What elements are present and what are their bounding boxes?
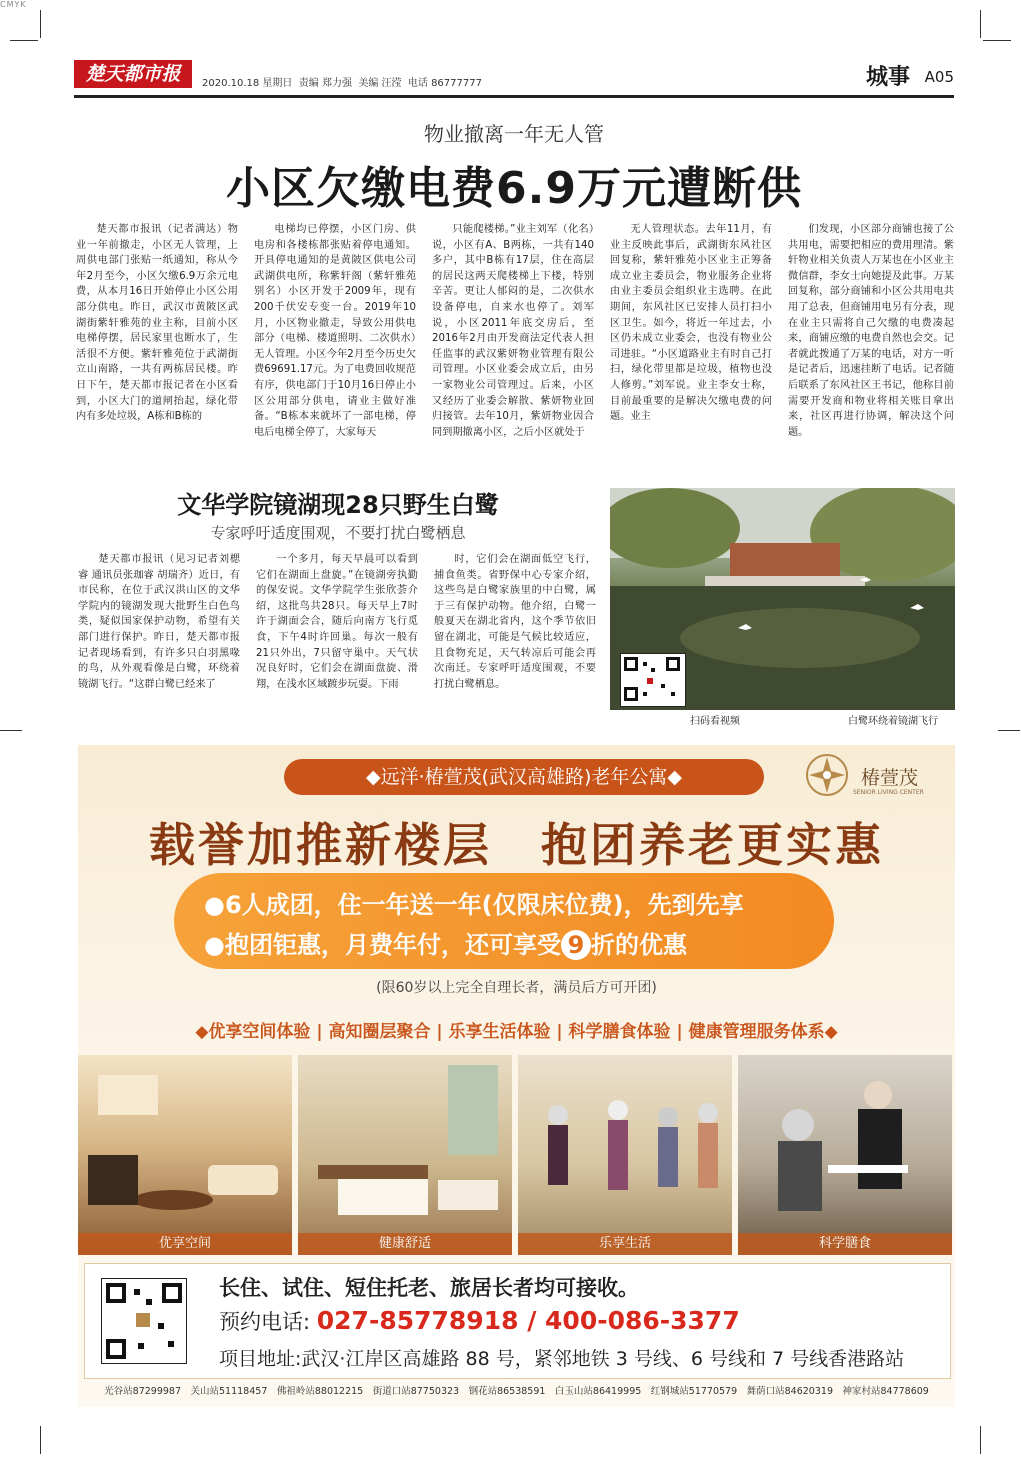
booking-phone-line bbox=[219, 1306, 740, 1336]
brand-logo bbox=[801, 751, 939, 801]
offer-band bbox=[174, 873, 834, 969]
section-title: 城事 bbox=[865, 65, 910, 90]
editorial-phone: 电话 86777777 bbox=[407, 78, 482, 89]
crop-mark bbox=[980, 10, 981, 38]
story2-column-3: 时，它们会在湖面低空飞行，捕食鱼类。省野保中心专家介绍，这些鸟是白鹭家族里的中白鹭，属于三有保护动物。他介绍，白鹭一般夏天在湖北省内，这个季节依旧留在湖北，可能是气候比较适应，且食物充足，天气转凉后可能会再次南迁。专家呼吁适度围观，不要打扰白鹭栖息。 bbox=[434, 554, 596, 690]
accepted-residents: 长住、试住、短住托老、旅居长者均可接收。 bbox=[219, 1276, 639, 1300]
offer-2-text: ●抱团钜惠，月费年付，还可享受 bbox=[204, 931, 561, 959]
tile-label: 科学膳食 bbox=[738, 1233, 952, 1255]
crop-mark bbox=[998, 730, 1020, 731]
story1-column-5: 们发现，小区部分商铺也接了公共用电，需要把相应的费用理清。紫轩物业相关负责人万某也在小区业主微信群，李女士向她提及此事。万某回复称，部分商铺和小区公共用电共用了总表，但商铺用电另有分表，现在业主只需将自己欠缴的电费凑起来，商铺应缴的电费自然也会交。记者就此拨通了万某的电话，对方一听是记者后，迅速挂断了电话。记者随后联系了东风社区王书记，他称目前需要开发商和物业将相关账目拿出来，社区再进行协调，解决这个问题。 bbox=[788, 224, 954, 438]
story2-column-2: 一个多月，每天早晨可以看到它们在湖面上盘旋。”在镜湖旁执勤的保安说。文华学院学生张欣荟介绍，这批鸟共28只。每天早上7时许于湖面会合，随后向南方飞行觅食，下午4时许回巢。每次一般有21只外出，7只留守巢中。天气状况良好时，它们会在湖面盘旋、滑翔，在浅水区域踱步玩耍。下雨 bbox=[256, 554, 418, 690]
photo-tile-life bbox=[518, 1055, 732, 1255]
crop-mark bbox=[0, 730, 22, 731]
discount-badge: 9 bbox=[561, 930, 591, 960]
tile-label: 优享空间 bbox=[78, 1233, 292, 1255]
story1-column-3: 只能爬楼梯。”业主刘军（化名）说，小区有A、B两栋，一共有140多户，其中B栋有17层，住在高层的居民这两天爬楼梯上下楼，特别辛苦。更让人郁闷的是，二次供水设备停电，自来水也停了。刘军说，小区2011年底交房后，至2016年2月由开发商法定代表人担任监事的武汉紫妍物业管理有限公司管理。小区业委会成立后，由另一家物业公司管理过。后来，小区又经历了业委会解散、紫妍物业回归接管。去年10月，紫妍物业因合同到期撤离小区，之后小区就处于 bbox=[432, 224, 594, 438]
story1-kicker: 物业撤离一年无人管 bbox=[424, 122, 604, 146]
address-label: 项目地址: bbox=[219, 1348, 302, 1370]
masthead-meta bbox=[202, 74, 482, 89]
story1-column-2: 电梯均已停摆，小区门房、供电房和各楼栋都张贴着停电通知。开具停电通知的是黄陂区供电公司武湖供电所，称紫轩阁（紫轩雅苑别名）小区开发于2009年，现有200千伏安专变一台。2019年10月，小区物业撤走，导致公用供电部分（电梯、楼道照明、二次供水）无人管理。小区今年2月至今历史欠费69691.17元。为了电费回收规范有序，供电部门于10月16日停止小区公用部分供电，请业主做好准备。“B栋本来就坏了一部电梯，停电后电梯全停了，大家每天 bbox=[254, 224, 416, 438]
qr-pattern bbox=[621, 654, 683, 704]
story1-column-1: 楚天都市报讯（记者满达）物业一年前撤走，小区无人管理，上周供电部门张贴一纸通知，称从今年2月至今，小区欠缴6.9万余元电费，从本月16日开始停止小区公用部分供电。昨日，武汉市黄陂区武湖街紫轩雅苑的业主称，目前小区电梯停摆，居民家里也断水了，生活很不方便。紫轩雅苑位于武湖街立山南路，一共有两栋居民楼。昨日下午，楚天都市报记者在小区看到，小区大门的道闸抬起，绿化带内有多处垃圾，A栋和B栋的 bbox=[76, 224, 238, 423]
issue-date: 2020.10.18 星期日 bbox=[202, 78, 293, 89]
art-editor-credit: 美编 汪滢 bbox=[358, 78, 402, 89]
editor-credit: 责编 郑力强 bbox=[298, 78, 352, 89]
booking-phone[interactable]: 027-85778918 / 400-086-3377 bbox=[316, 1306, 740, 1335]
offer-line-2 bbox=[204, 925, 687, 960]
video-qr-code[interactable] bbox=[620, 653, 686, 707]
cmyk-marker: CMYK bbox=[0, 0, 27, 9]
offer-2-suffix: 折的优惠 bbox=[590, 931, 687, 959]
qr-caption: 扫码看视频 bbox=[690, 716, 740, 727]
masthead-rule bbox=[74, 95, 954, 98]
page-number: A05 bbox=[924, 68, 954, 86]
story2-column-1: 楚天都市报讯（见习记者刘楒睿 通讯员张珈睿 胡瑞齐）近日，有市民称，在位于武汉洪山区的文华学院内的镜湖发现大批野生白色鸟类，疑似国家保护动物，希望有关部门进行保护。昨日，楚天都市报记者现场看到，有许多只白羽黑喙的鸟，从外观看像是白鹭，环绕着镜湖飞行。“这群白鹭已经来了 bbox=[78, 554, 240, 690]
flower-logo-icon bbox=[801, 751, 853, 799]
story2-subhead: 专家呼吁适度围观，不要打扰白鹭栖息 bbox=[210, 524, 466, 542]
ad-features-bar: ◆优享空间体验 | 高知圈层聚合 | 乐享生活体验 | 科学膳食体验 | 健康管理服务体系◆ bbox=[195, 1022, 838, 1042]
tile-label: 乐享生活 bbox=[518, 1233, 732, 1255]
photo-tile-health bbox=[298, 1055, 512, 1255]
offer-line-1: ●6人成团，住一年送一年(仅限床位费)，先到先享 bbox=[204, 891, 744, 919]
ad-headline: 载誉加推新楼层 抱团养老更实惠 bbox=[149, 818, 884, 872]
brand-subtitle: SENIOR LIVING CENTER bbox=[853, 789, 924, 796]
story1-column-4: 无人管理状态。去年11月，有业主反映此事后，武湖街东风社区回复称，紫轩雅苑小区业主正筹备成立业主委员会，物业服务企业将由业主委员会组织业主选聘。在此期间，东风社区已安排人员打扫小区卫生。如今，将近一年过去，小区仍未成立业委会，也没有物业公司进驻。“小区道路业主有时自己打扫，绿化带里都是垃圾，植物也没人修剪。”刘军说。业主李女士称，目前最重要的是解决欠缴电费的问题。业主 bbox=[610, 224, 772, 423]
crop-mark bbox=[983, 40, 1011, 41]
crop-mark bbox=[40, 10, 41, 38]
dining-illustration bbox=[738, 1055, 952, 1233]
masthead bbox=[74, 60, 954, 92]
crop-mark bbox=[980, 1426, 981, 1454]
story1-headline: 小区欠缴电费6.9万元遭断供 bbox=[226, 163, 802, 214]
qr-pattern bbox=[102, 1279, 186, 1363]
photo-tile-space bbox=[78, 1055, 292, 1255]
photo-caption: 白鹭环绕着镜湖飞行 bbox=[848, 716, 938, 727]
egret-lake-photo bbox=[610, 488, 955, 710]
crop-mark bbox=[40, 1426, 41, 1454]
address-line bbox=[219, 1344, 904, 1371]
phone-label: 预约电话: bbox=[219, 1310, 311, 1334]
bedroom-illustration bbox=[298, 1055, 512, 1233]
story2-headline: 文华学院镜湖现28只野生白鹭 bbox=[177, 491, 499, 519]
photo-tile-diet bbox=[738, 1055, 952, 1255]
dancing-illustration bbox=[518, 1055, 732, 1233]
senior-apartment-ad bbox=[78, 745, 955, 1407]
contact-qr-code[interactable] bbox=[101, 1278, 187, 1364]
tile-label: 健康舒适 bbox=[298, 1233, 512, 1255]
lounge-illustration bbox=[78, 1055, 292, 1233]
address-text: 武汉·江岸区高雄路 88 号，紧邻地铁 3 号线、6 号线和 7 号线香港路站 bbox=[301, 1348, 905, 1370]
ad-contact-box bbox=[84, 1263, 951, 1379]
brand-name: 椿萱茂 bbox=[861, 767, 919, 789]
paper-logo: 楚天都市报 bbox=[74, 60, 192, 88]
distribution-stations: 光谷站87299987 关山站51118457 佛祖岭站88012215 街道口站87750323 钢花站86538591 白玉山站86419995 红钢城站51770579 舞荫口站84620319 神家村站84778609 bbox=[104, 1386, 929, 1397]
ad-title-pill: ◆远洋·椿萱茂(武汉高雄路)老年公寓◆ bbox=[284, 759, 764, 795]
crop-mark bbox=[10, 40, 38, 41]
ad-conditions-note: (限60岁以上完全自理长者，满员后方可开团) bbox=[376, 980, 657, 996]
